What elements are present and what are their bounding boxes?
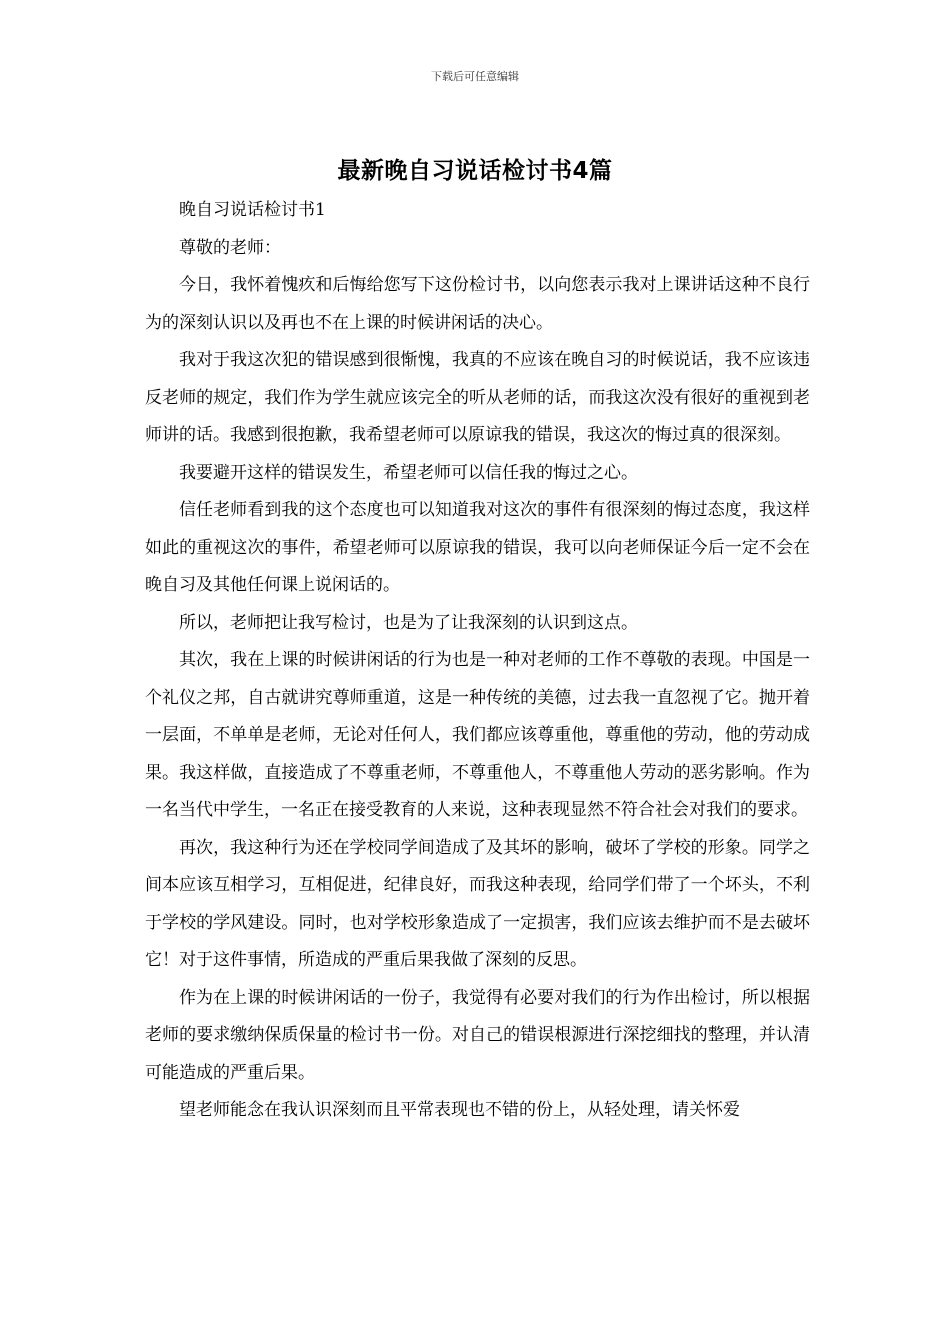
body-paragraph: 我要避开这样的错误发生，希望老师可以信任我的悔过之心。 [179, 462, 638, 483]
salutation-paragraph: 尊敬的老师： [179, 237, 281, 258]
body-paragraph: 其次，我在上课的时候讲闲话的行为也是一种对老师的工作不尊敬的表现。中国是一个礼仪之邦，自古就讲究尊师重道，这是一种传统的美德，过去我一直忽视了它。抛开着一层面，不单单是老师，无论对任何人，我们都应该尊重他，尊重他的劳动，他的劳动成果。我这样做，直接造成了不尊重老师，不尊重他人，不尊重他人劳动的恶劣影响。作为一名当代中学生，一名正在接受教育的人来说，这种表现显然不符合社会对我们的要求。 [145, 650, 810, 820]
header-note: 下载后可任意编辑 [431, 70, 519, 83]
document-title: 最新晚自习说话检讨书4篇 [337, 158, 613, 184]
document-body [145, 192, 810, 1130]
body-paragraph: 作为在上课的时候讲闲话的一份子，我觉得有必要对我们的行为作出检讨，所以根据老师的要求缴纳保质保量的检讨书一份。对自己的错误根源进行深挖细找的整理，并认清可能造成的严重后果。 [145, 987, 810, 1083]
body-paragraph: 信任老师看到我的这个态度也可以知道我对这次的事件有很深刻的悔过态度，我这样如此的重视这次的事件，希望老师可以原谅我的错误，我可以向老师保证今后一定不会在晚自习及其他任何课上说闲话的。 [145, 500, 810, 595]
body-paragraph: 望老师能念在我认识深刻而且平常表现也不错的份上，从轻处理，请关怀爱 [179, 1100, 740, 1120]
body-paragraph: 再次，我这种行为还在学校同学间造成了及其坏的影响，破坏了学校的形象。同学之间本应该互相学习，互相促进，纪律良好，而我这种表现，给同学们带了一个坏头，不利于学校的学风建设。同时，也对学校形象造成了一定损害，我们应该去维护而不是去破坏它！对于这件事情，所造成的严重后果我做了深刻的反思。 [145, 837, 810, 970]
body-paragraph: 所以，老师把让我写检讨，也是为了让我深刻的认识到这点。 [179, 612, 638, 633]
body-paragraph: 今日，我怀着愧疚和后悔给您写下这份检讨书，以向您表示我对上课讲话这种不良行为的深刻认识以及再也不在上课的时候讲闲话的决心。 [145, 275, 810, 333]
body-paragraph: 我对于我这次犯的错误感到很惭愧，我真的不应该在晚自习的时候说话，我不应该违反老师的规定，我们作为学生就应该完全的听从老师的话，而我这次没有很好的重视到老师讲的话。我感到很抱歉，我希望老师可以原谅我的错误，我这次的悔过真的很深刻。 [145, 350, 810, 445]
subtitle-paragraph: 晚自习说话检讨书1 [179, 200, 326, 220]
